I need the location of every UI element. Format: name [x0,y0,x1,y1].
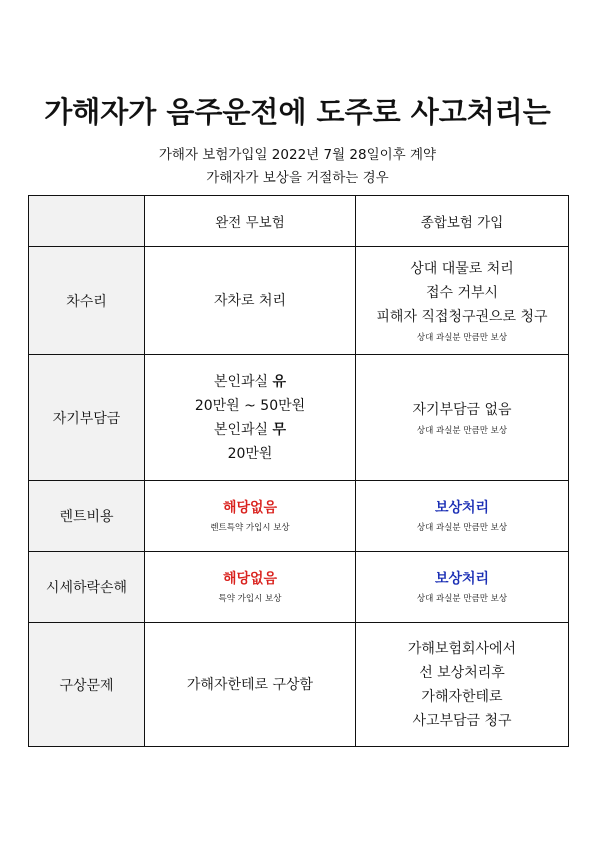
header-insured: 종합보험 가입 [356,196,569,247]
header-uninsured: 완전 무보험 [145,196,356,247]
cell-text: 선 보상처리후 [419,664,505,681]
table-row [29,552,569,623]
text-prefix: 본인과실 [213,373,273,390]
status-compensated: 보상처리 [434,500,490,516]
cell-note: 특약 가입시 보상 [218,594,282,604]
cell-uninsured-deductible [145,355,356,481]
row-label-rental-cost: 렌트비용 [29,481,145,552]
cell-text-fault-yes [145,370,355,394]
status-not-applicable: 해당없음 [222,571,278,587]
cell-text-amount: 20만원 [227,445,273,462]
text-strong: 유 [272,373,287,390]
cell-text: 피해자 직접청구권으로 청구 [376,308,548,325]
row-label-depreciation-loss: 시세하락손해 [29,552,145,623]
text-strong: 무 [272,421,287,438]
row-label-deductible: 자기부담금 [29,355,145,481]
cell-insured-car-repair [356,247,569,355]
cell-insured-subrogation [356,623,569,747]
cell-text: 가해자한테로 [421,688,503,705]
cell-text-amount-range: 20만원 ~ 50만원 [194,397,306,414]
cell-uninsured-depreciation-loss [145,552,356,623]
header-empty-cell [29,196,145,247]
page-title: 가해자가 음주운전에 도주로 사고처리는 [44,95,551,129]
row-label-car-repair: 차수리 [29,247,145,355]
cell-text: 자기부담금 없음 [412,401,512,418]
status-compensated: 보상처리 [434,571,490,587]
table-row [29,481,569,552]
cell-insured-rental-cost [356,481,569,552]
cell-uninsured-car-repair [145,247,356,355]
status-not-applicable: 해당없음 [222,500,278,516]
cell-note: 상대 과실분 만큼만 보상 [416,332,508,343]
cell-insured-depreciation-loss [356,552,569,623]
cell-uninsured-subrogation [145,623,356,747]
cell-text: 사고부담금 청구 [412,712,512,729]
table-row [29,247,569,355]
cell-insured-deductible [356,355,569,481]
cell-text: 가해자한테로 구상함 [186,676,314,693]
cell-note: 상대 과실분 만큼만 보상 [416,594,508,604]
cell-uninsured-rental-cost [145,481,356,552]
subtitle-refusal-case: 가해자가 보상을 거절하는 경우 [206,170,389,186]
cell-text-fault-no [145,418,355,442]
cell-note: 상대 과실분 만큼만 보상 [416,425,508,436]
table-header-row [29,196,569,247]
cell-note: 렌트특약 가입시 보상 [210,523,290,533]
text-prefix: 본인과실 [213,421,273,438]
subtitle-contract-date: 가해자 보험가입일 2022년 7월 28일이후 계약 [158,147,437,163]
cell-text: 상대 대물로 처리 [410,260,514,277]
cell-text: 가해보험회사에서 [407,640,517,657]
cell-text: 자차로 처리 [213,292,287,309]
comparison-table [28,195,569,747]
table-row [29,355,569,481]
row-label-subrogation: 구상문제 [29,623,145,747]
cell-note: 상대 과실분 만큼만 보상 [416,523,508,533]
table-row [29,623,569,747]
cell-text: 접수 거부시 [425,284,499,301]
